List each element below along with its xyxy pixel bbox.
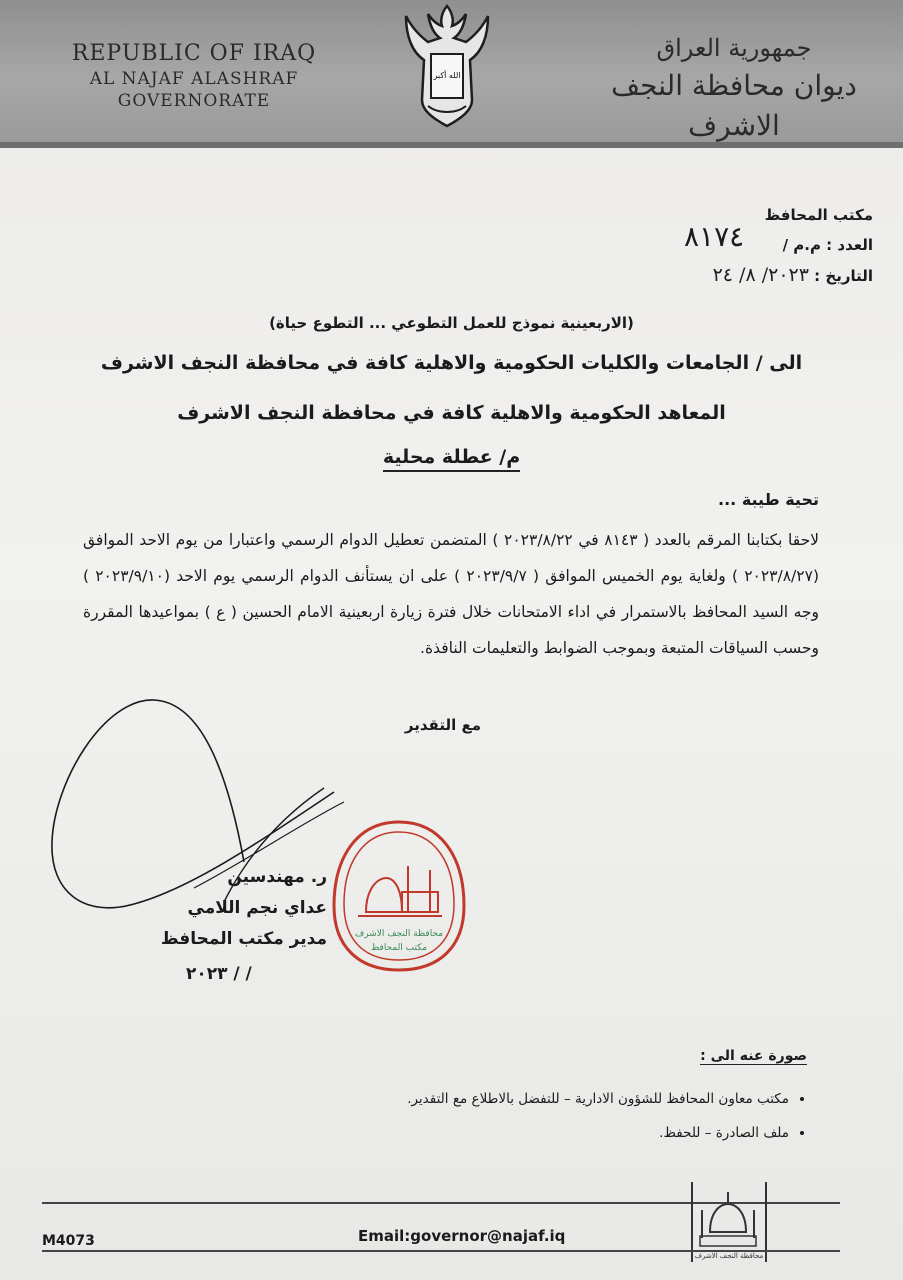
footer-divider-bottom — [42, 1250, 840, 1252]
copies-title: صورة عنه الى : — [700, 1048, 807, 1064]
signatory-name: عداي نجم اللامي — [187, 898, 327, 918]
letterhead-english — [14, 40, 374, 112]
signature-date: / / ٢٠٢٣ — [186, 964, 252, 984]
recipient-institutes: المعاهد الحكومية والاهلية كافة في محافظة النجف الاشرف — [177, 402, 726, 424]
emblem-text: الله أكبر — [433, 71, 461, 80]
subject-text: م/ عطلة محلية — [383, 446, 520, 472]
subject-line — [0, 446, 903, 468]
footer-email: Email:governor@najaf.iq — [358, 1227, 566, 1245]
footer-logo-text: محافظة النجف الاشرف — [694, 1252, 764, 1260]
date-row — [713, 260, 873, 291]
country-name-ar: جمهورية العراق — [656, 34, 812, 62]
iraq-eagle-emblem-icon — [398, 2, 496, 132]
governorate-name-ar: ديوان محافظة النجف الاشرف — [611, 69, 857, 142]
document-code: M4073 — [42, 1233, 95, 1249]
list-item: • ملف الصادرة – للحفظ. — [269, 1116, 789, 1150]
signatory-title: ر. مهندسين — [227, 867, 327, 887]
signature-block — [161, 862, 327, 955]
date-value: ٢٠٢٣/ ٨/ ٢٤ — [712, 264, 809, 286]
date-label: التاريخ : — [814, 267, 873, 285]
recipient-universities: الى / الجامعات والكليات الحكومية والاهلية كافة في محافظة النجف الاشرف — [100, 352, 803, 374]
letterhead — [0, 0, 903, 148]
list-item: • مكتب معاون المحافظ للشؤون الادارية – للتفضل بالاطلاع مع التقدير. — [269, 1082, 789, 1116]
stamp-line-1: محافظة النجف الاشرف — [354, 929, 444, 939]
closing: مع التقدير — [404, 716, 481, 734]
number-label: العدد : م.م / — [782, 236, 873, 254]
office-seal-stamp-icon — [330, 816, 468, 976]
letter-body: لاحقا بكتابنا المرقم بالعدد ( ٨١٤٣ في ٢٠٢٣/٨/٢٢ ) المتضمن تعطيل الدوام الرسمي واعتبارا من يوم الاحد الموافق (٢٠٢٣/٨/٢٧ ) ولغاية يوم الخميس الموافق ( ٢٠٢٣/٩/٧ ) على ان يستأنف الدوام الرسمي يوم الاحد (٢٠٢٣/٩/١٠ ) وجه السيد المحافظ بالاستمرار في اداء الامتحانات خلال فترة زيارة اربعينية الامام الحسين ( ع ) بمواعيدها المقررة وحسب السياقات المتبعة وبموجب الضوابط والتعليمات النافذة. — [83, 531, 819, 657]
country-name-en: REPUBLIC OF IRAQ — [71, 41, 317, 66]
slogan: (الاربعينية نموذج للعمل التطوعي ... التطوع حياة) — [269, 314, 634, 332]
signatory-position: مدير مكتب المحافظ — [160, 929, 327, 949]
letterhead-arabic — [609, 30, 859, 146]
greeting: تحية طيبة ... — [718, 490, 819, 509]
letter-number-handwritten: ٨١٧٤ — [684, 220, 745, 253]
copies-list — [269, 1082, 807, 1150]
stamp-line-2: مكتب المحافظ — [370, 943, 428, 953]
governorate-name-en: AL NAJAF ALASHRAF GOVERNORATE — [89, 69, 299, 111]
office-label: مكتب المحافظ — [764, 206, 873, 224]
